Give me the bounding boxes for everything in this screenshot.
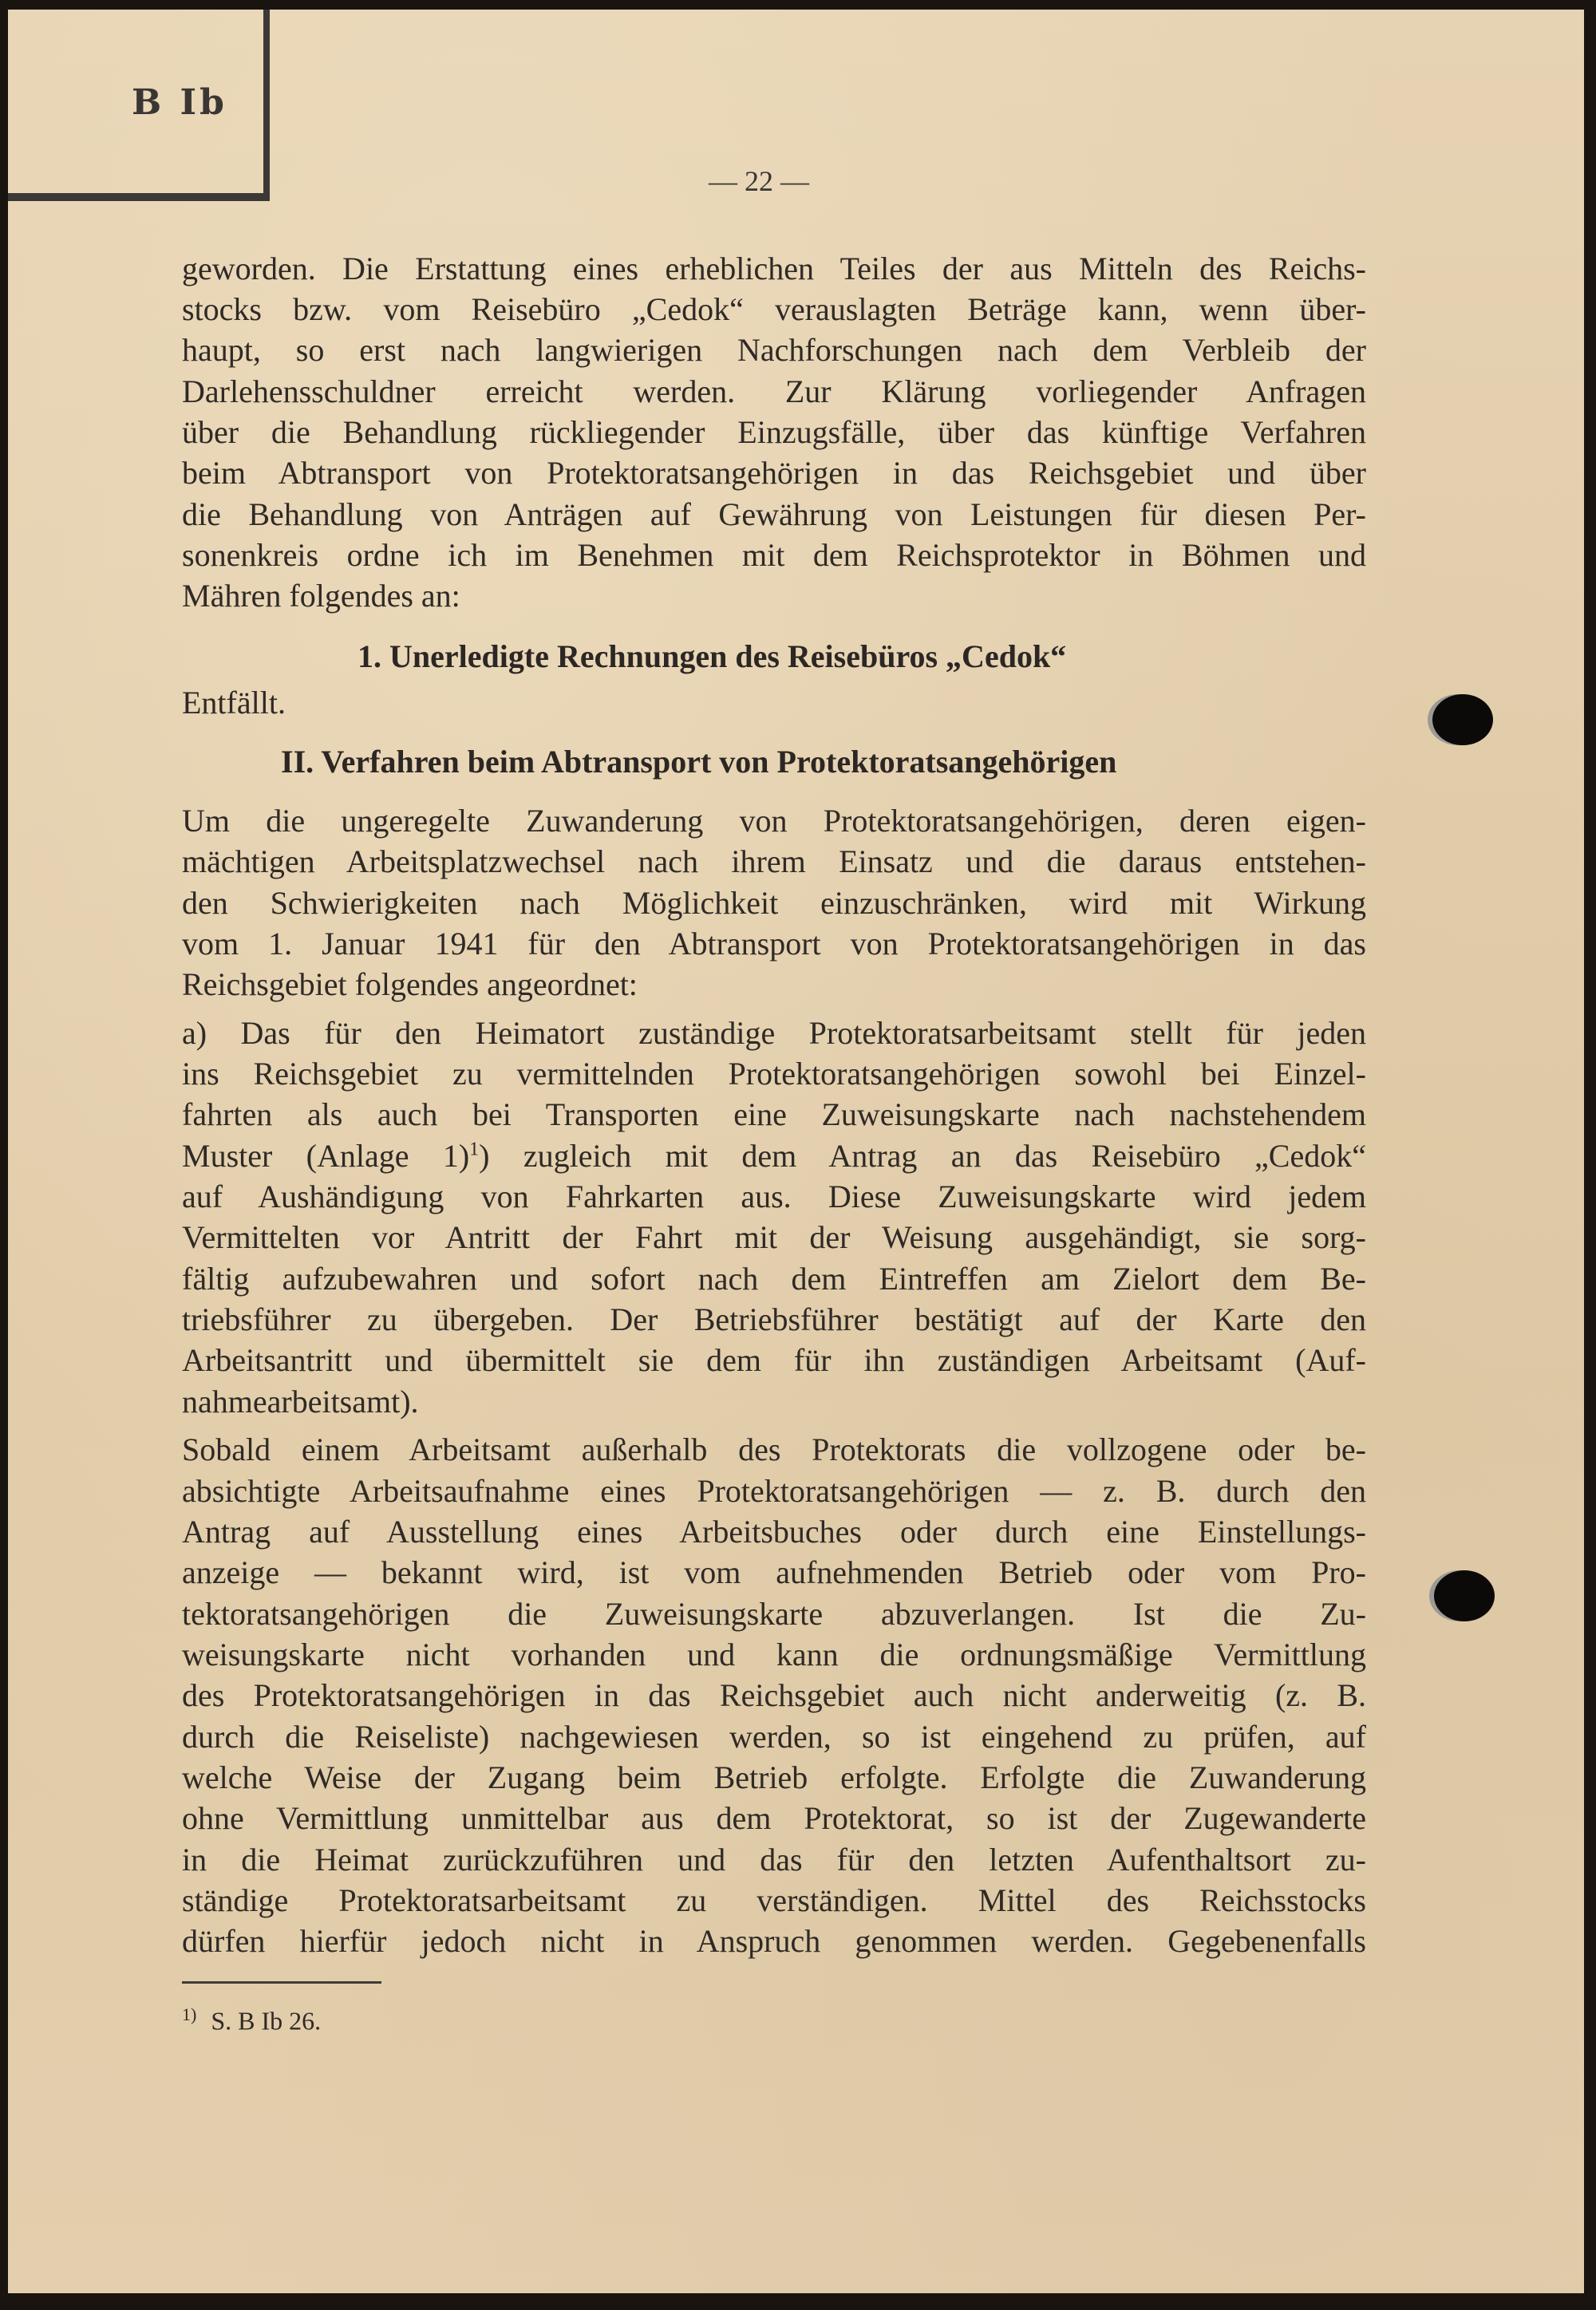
text-line [182,1136,1366,1176]
text-line: mächtigen Arbeitsplatzwechsel nach ihrem Einsatz und die daraus entstehen- [182,843,1366,879]
section-tab-label: B Ib [132,82,227,123]
text-line: absichtigte Arbeitsaufnahme eines Protektoratsangehörigen — z. B. durch den [182,1473,1366,1509]
text-line: des Protektoratsangehörigen in das Reichsgebiet auch nicht anderweitig (z. B. [182,1677,1366,1713]
text-line: über die Behandlung rückliegender Einzugsfälle, über das künftige Verfahren [182,414,1366,450]
section-heading-1: 1. Unerledigte Rechnungen des Reisebüros „Cedok“ [358,638,1067,674]
text-line: Vermittelten vor Antritt der Fahrt mit der Weisung ausgehändigt, sie sorg- [182,1219,1366,1255]
text-line-entfaellt: Entfällt. [182,685,286,721]
text-line: anzeige — bekannt wird, ist vom aufnehmenden Betrieb oder vom Pro- [182,1554,1366,1590]
punch-hole-icon [1432,694,1493,745]
text-line: dürfen hierfür jedoch nicht in Anspruch genommen werden. Gegebenenfalls [182,1923,1366,1959]
punch-hole-icon [1434,1570,1495,1621]
text-line: Mähren folgendes an: [182,578,460,614]
text-line: fahrten als auch bei Transporten eine Zuweisungskarte nach nachstehendem [182,1096,1366,1132]
section-heading-2: II. Verfahren beim Abtransport von Protektoratsangehörigen [281,744,1117,780]
footnote-reference[interactable]: 1 [469,1139,480,1160]
text-line: triebsführer zu übergeben. Der Betriebsführer bestätigt auf der Karte den [182,1301,1366,1337]
text-line: welche Weise der Zugang beim Betrieb erfolgte. Erfolgte die Zuwanderung [182,1759,1366,1795]
text-line: durch die Reiseliste) nachgewiesen werden, so ist eingehend zu prüfen, auf [182,1719,1366,1755]
text-line: Um die ungeregelte Zuwanderung von Protektoratsangehörigen, deren eigen- [182,803,1366,839]
footnote-rule [182,1981,381,1984]
text-line: haupt, so erst nach langwierigen Nachforschungen nach dem Verbleib der [182,332,1366,368]
text-line: fältig aufzubewahren und sofort nach dem Eintreffen am Zielort dem Be- [182,1261,1366,1297]
text-line: in die Heimat zurückzuführen und das für den letzten Aufenthaltsort zu- [182,1842,1366,1878]
text-line: Sobald einem Arbeitsamt außerhalb des Protektorats die vollzogene oder be- [182,1431,1366,1467]
text-line: vom 1. Januar 1941 für den Abtransport von Protektoratsangehörigen in das [182,926,1366,962]
text-segment: Muster (Anlage 1) [182,1138,470,1174]
text-line: ins Reichsgebiet zu vermittelnden Protektoratsangehörigen sowohl bei Einzel- [182,1056,1366,1092]
text-line: stocks bzw. vom Reisebüro „Cedok“ verauslagten Beträge kann, wenn über- [182,291,1366,327]
text-line: beim Abtransport von Protektoratsangehörigen in das Reichsgebiet und über [182,455,1366,491]
footnote-text: S. B Ib 26. [211,2006,322,2036]
text-line: a) Das für den Heimatort zuständige Protektoratsarbeitsamt stellt für jeden [182,1015,1366,1051]
text-line: Arbeitsantritt und übermittelt sie dem für ihn zuständigen Arbeitsamt (Auf- [182,1342,1366,1378]
text-line: ständige Protektoratsarbeitsamt zu verständigen. Mittel des Reichsstocks [182,1882,1366,1918]
text-line: ohne Vermittlung unmittelbar aus dem Protektorat, so ist der Zugewanderte [182,1800,1366,1836]
footnote-mark: 1) [182,2004,197,2024]
text-line: geworden. Die Erstattung eines erheblichen Teiles der aus Mitteln des Reichs- [182,251,1366,286]
text-line: tektoratsangehörigen die Zuweisungskarte abzuverlangen. Ist die Zu- [182,1596,1366,1632]
text-line: den Schwierigkeiten nach Möglichkeit einzuschränken, wird mit Wirkung [182,885,1366,921]
text-line: die Behandlung von Anträgen auf Gewährung von Leistungen für diesen Per- [182,496,1366,532]
text-line: weisungskarte nicht vorhanden und kann die ordnungsmäßige Vermittlung [182,1637,1366,1672]
text-line: Antrag auf Ausstellung eines Arbeitsbuches oder durch eine Einstellungs- [182,1514,1366,1550]
text-line: Reichsgebiet folgendes angeordnet: [182,966,638,1002]
text-segment: ) zugleich mit dem Antrag an das Reisebüro „Cedok“ [479,1138,1366,1174]
text-line: sonenkreis ordne ich im Benehmen mit dem Reichsprotektor in Böhmen und [182,537,1366,573]
text-line: nahmearbeitsamt). [182,1384,419,1420]
text-line: auf Aushändigung von Fahrkarten aus. Diese Zuweisungskarte wird jedem [182,1179,1366,1214]
page-number: — 22 — [709,165,809,197]
footnote [182,1999,321,2037]
text-line: Darlehensschuldner erreicht werden. Zur Klärung vorliegender Anfragen [182,373,1366,409]
